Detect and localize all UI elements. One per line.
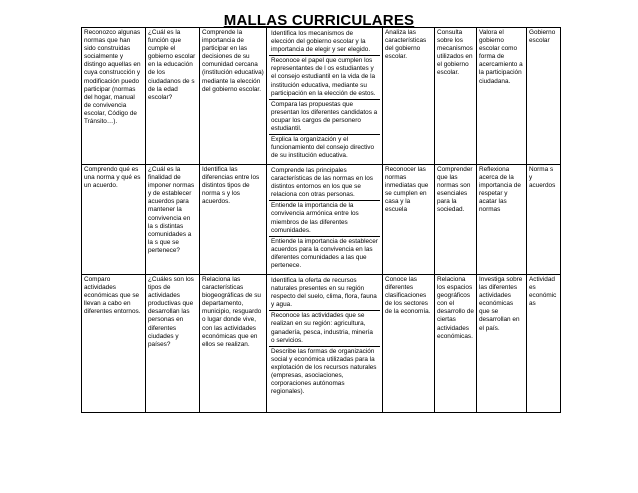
performance-item: Identifica los mecanismos de elección del gobierno escolar y la importancia de elegir y ser elegido.	[269, 29, 380, 56]
standard-cell: Comprendo qué es una norma y qué es un acuerdo.	[82, 165, 146, 275]
doing-cell: Relaciona los espacios geográficos con el desarrollo de ciertas actividades económicas.	[435, 275, 477, 413]
table-row	[82, 165, 561, 275]
question-cell: ¿Cuáles son los tipos de actividades productivas que desarrollan las personas en diferentes ciudades y países?	[146, 275, 200, 413]
topic-cell: Norma s y acuerdos	[527, 165, 561, 275]
performance-item: Entiende la importancia de la convivencia armónica entre los miembros de las diferentes comunidades.	[269, 201, 380, 236]
standard-cell: Comparo actividades económicas que se llevan a cabo en diferentes entornos.	[82, 275, 146, 413]
performance-item: Reconoce las actividades que se realizan en su región: agricultura, ganadería, pesca, industria, minería o servicios.	[269, 311, 380, 346]
performance-cell	[267, 275, 383, 413]
standard-cell: Reconozco algunas normas que han sido construidas socialmente y distingo aquellas en cuya construcción y modificación puedo participar (normas del hogar, manual de convivencia escolar, Código de Tránsito…).	[82, 28, 146, 165]
page-title: MALLAS CURRICULARES	[223, 12, 415, 29]
competence-cell: Comprende la importancia de participar en las decisiones de su comunidad cercana (institución educativa) mediante la elección del gobierno escolar.	[200, 28, 267, 165]
being-cell: Valora el gobierno escolar como forma de acercamiento a la participación ciudadana.	[477, 28, 527, 165]
performance-item: Describe las formas de organización social y económica utilizadas para la explotación de los recursos naturales (empresas, asociaciones, corporaciones autónomas regionales).	[271, 347, 377, 396]
performance-item: Reconoce el papel que cumplen los representantes de l os estudiantes y el consejo estudiantil en la vida de la institución educativa, mediante su participación en la elección de estos.	[269, 56, 380, 99]
performance-item: Explica la organización y el funcionamiento del consejo directivo de su institución educativa.	[271, 136, 375, 160]
performance-cell	[267, 165, 383, 275]
question-cell: ¿Cuál es la función que cumple el gobierno escolar en la educación de los ciudadanos de s de la edad escolar?	[146, 28, 200, 165]
knowledge-cell: Reconocer las normas inmediatas que se cumplen en casa y la escuela	[383, 165, 435, 275]
performance-item: Comprende las principales características de las normas en los distintos entornos en los que se relaciona con otras personas.	[269, 166, 380, 201]
performance-item: Identifica la oferta de recursos naturales presentes en su región respecto del suelo, clima, flora, fauna y agua.	[269, 276, 380, 311]
curriculum-table	[81, 27, 561, 413]
performance-item: Compara las propuestas que presentan los diferentes candidatos a ocupar los cargos de personero estudiantil.	[269, 100, 380, 135]
performance-item: Entiende la importancia de establecer acuerdos para la convivencia en las diferentes comunidades a las que pertenece.	[271, 237, 378, 270]
competence-cell: Relaciona las características biogeográficas de su departamento, municipio, resguardo o lugar donde vive, con las actividades económicas que en ellos se realizan.	[200, 275, 267, 413]
performance-cell	[267, 28, 383, 165]
table-row	[82, 275, 561, 413]
knowledge-cell: Analiza las características del gobierno escolar.	[383, 28, 435, 165]
table-row	[82, 28, 561, 165]
being-cell: Reflexiona acerca de la importancia de respetar y acatar las normas	[477, 165, 527, 275]
topic-cell: Actividades económicas	[527, 275, 561, 413]
question-cell: ¿Cuál es la finalidad de imponer normas y de establecer acuerdos para mantener la convivencia en la s distintas comunidades a la s que se pertenece?	[146, 165, 200, 275]
being-cell: Investiga sobre las diferentes actividades económicas que se desarrollan en el país.	[477, 275, 527, 413]
doing-cell: Consulta sobre los mecanismos utilizados en el gobierno escolar.	[435, 28, 477, 165]
knowledge-cell: Conoce las diferentes clasificaciones de los sectores de la economía.	[383, 275, 435, 413]
topic-cell: Gobierno escolar	[527, 28, 561, 165]
competence-cell: Identifica las diferencias entre los distintos tipos de norma s y los acuerdos.	[200, 165, 267, 275]
doing-cell: Comprender que las normas son esenciales para la sociedad.	[435, 165, 477, 275]
